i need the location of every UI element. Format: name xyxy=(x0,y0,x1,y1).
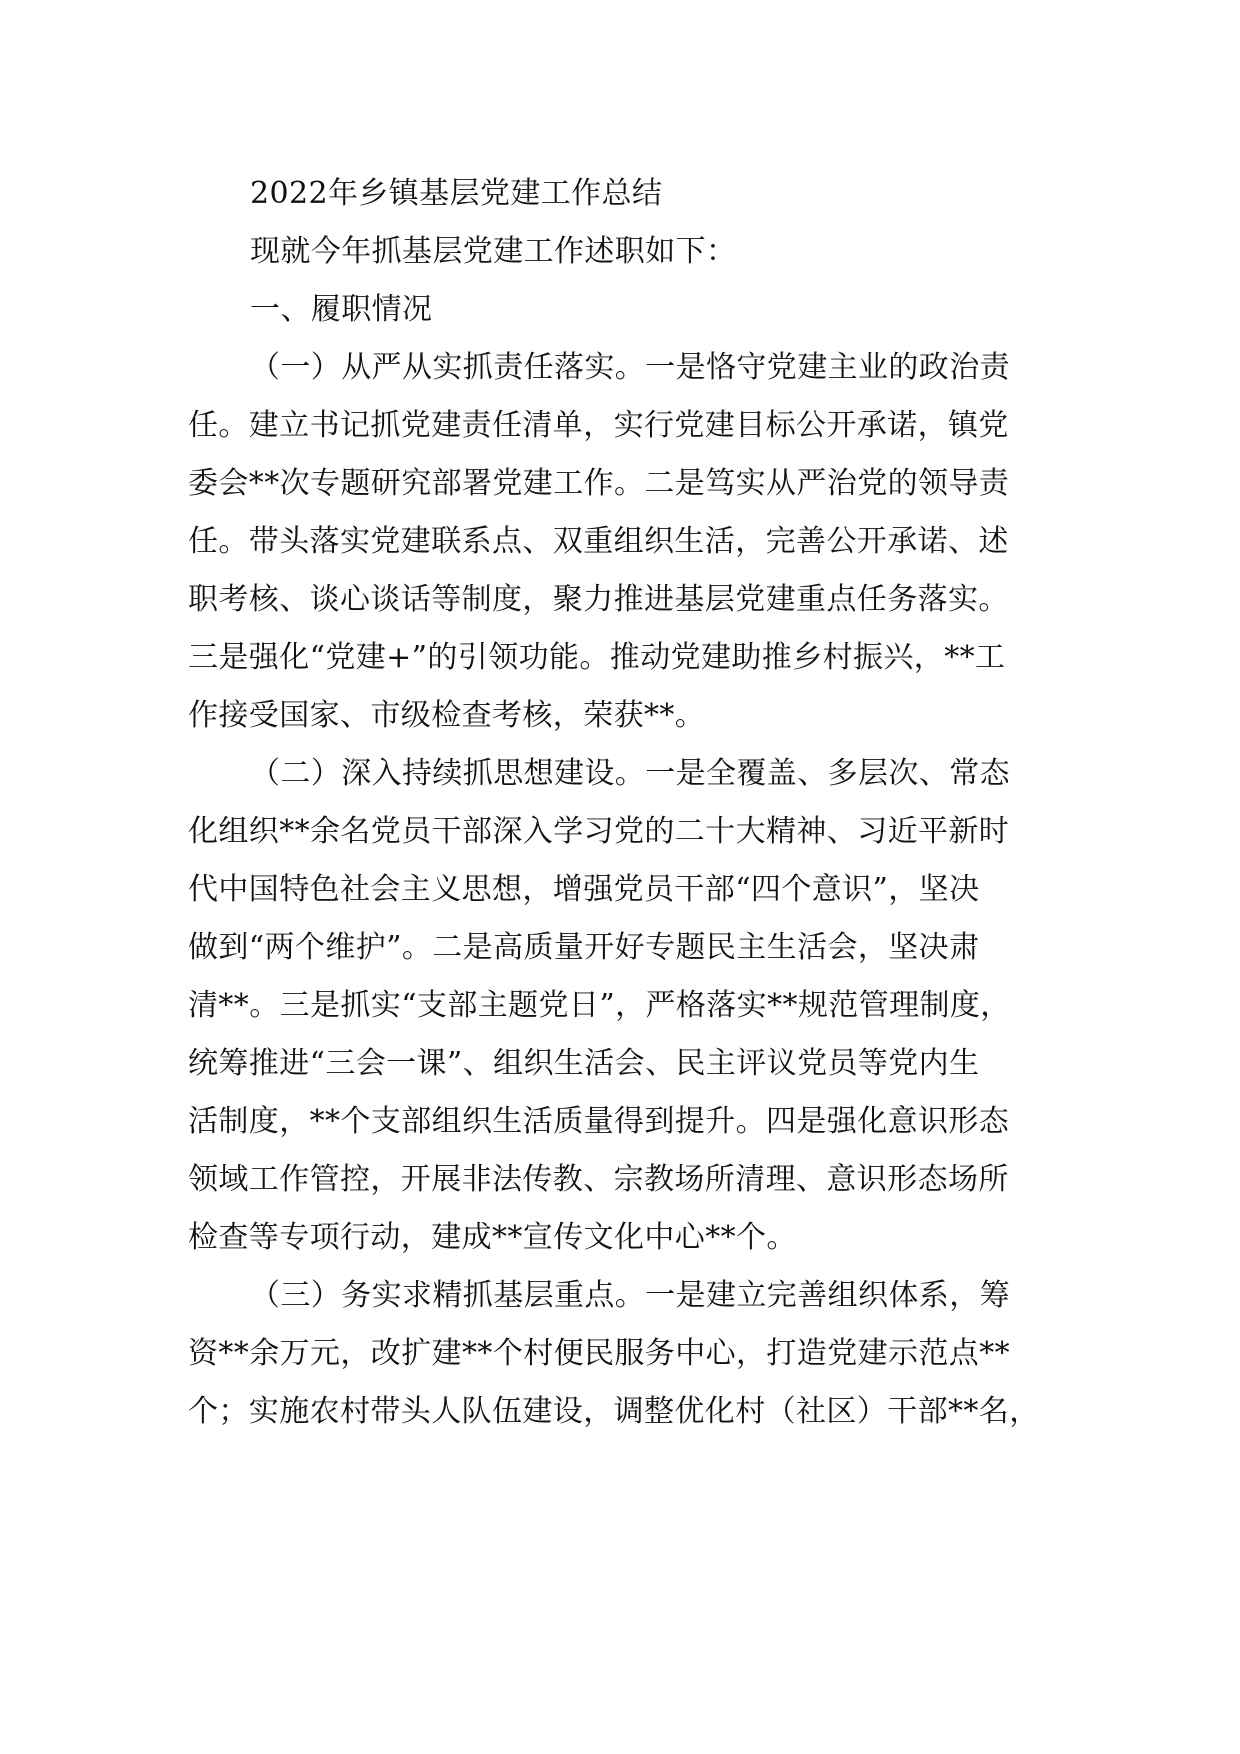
paragraph-2-line: 做到“两个维护”。二是高质量开好专题民主生活会，坚决肃 xyxy=(188,930,980,965)
paragraph-3-line: 资**余万元，改扩建**个村便民服务中心，打造党建示范点** xyxy=(188,1336,1010,1371)
paragraph-2-line: 活制度，**个支部组织生活质量得到提升。四是强化意识形态 xyxy=(188,1104,1010,1139)
paragraph-3-line: 个；实施农村带头人队伍建设，调整优化村（社区）干部**名， xyxy=(188,1394,1040,1429)
paragraph-1-line: 职考核、谈心谈话等制度，聚力推进基层党建重点任务落实。 xyxy=(188,582,1009,617)
paragraph-2-line: 化组织**余名党员干部深入学习党的二十大精神、习近平新时 xyxy=(188,814,1010,849)
section-heading: 一、履职情况 xyxy=(250,292,433,327)
paragraph-2-line: 领域工作管控，开展非法传教、宗教场所清理、意识形态场所 xyxy=(188,1162,1009,1197)
paragraph-2-line: 清**。三是抓实“支部主题党日”，严格落实**规范管理制度， xyxy=(188,988,1011,1023)
paragraph-2-line: 代中国特色社会主义思想，增强党员干部“四个意识”，坚决 xyxy=(188,872,980,907)
document-title: 2022年乡镇基层党建工作总结 xyxy=(250,176,663,211)
paragraph-2-line: 统筹推进“三会一课”、组织生活会、民主评议党员等党内生 xyxy=(188,1046,980,1081)
paragraph-1-line: 三是强化“党建+”的引领功能。推动党建助推乡村振兴，**工 xyxy=(188,640,1006,675)
paragraph-2-line: 检查等专项行动，建成**宣传文化中心**个。 xyxy=(188,1220,797,1255)
intro-line: 现就今年抓基层党建工作述职如下： xyxy=(250,234,737,269)
paragraph-1-line: 任。建立书记抓党建责任清单，实行党建目标公开承诺，镇党 xyxy=(188,408,1009,443)
paragraph-3-line: （三）务实求精抓基层重点。一是建立完善组织体系，筹 xyxy=(250,1278,1010,1313)
paragraph-2-line: （二）深入持续抓思想建设。一是全覆盖、多层次、常态 xyxy=(250,756,1010,791)
paragraph-1-line: （一）从严从实抓责任落实。一是恪守党建主业的政治责 xyxy=(250,350,1010,385)
paragraph-1-line: 任。带头落实党建联系点、双重组织生活，完善公开承诺、述 xyxy=(188,524,1009,559)
paragraph-1-line: 委会**次专题研究部署党建工作。二是笃实从严治党的领导责 xyxy=(188,466,1010,501)
paragraph-1-line: 作接受国家、市级检查考核，荣获**。 xyxy=(188,698,706,733)
